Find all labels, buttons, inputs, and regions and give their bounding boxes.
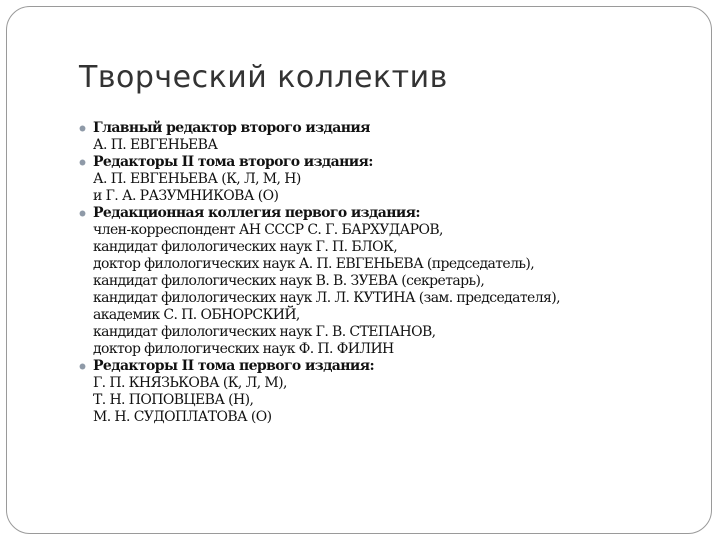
- list-item-line: академик С. П. ОБНОРСКИЙ,: [93, 307, 300, 323]
- list-item: [79, 120, 709, 154]
- list-item: [79, 154, 709, 205]
- list-item-line: Т. Н. ПОПОВЦЕВА (Н),: [93, 392, 254, 408]
- list-item-line: М. Н. СУДОПЛАТОВА (О): [93, 409, 272, 425]
- list-item-heading: Редакторы II тома второго издания:: [93, 154, 373, 170]
- list-item-line: доктор филологических наук Ф. П. ФИЛИН: [93, 341, 394, 357]
- list-item-heading: Редакционная коллегия первого издания:: [93, 205, 420, 221]
- content-list: [79, 120, 709, 426]
- bullet-icon: [79, 125, 86, 132]
- bullet-icon: [79, 363, 86, 370]
- list-item-heading: Редакторы II тома первого издания:: [93, 358, 375, 374]
- list-item-line: и Г. А. РАЗУМНИКОВА (О): [93, 188, 279, 204]
- bullet-icon: [79, 159, 86, 166]
- list-item-line: доктор филологических наук А. П. ЕВГЕНЬЕВА (председатель),: [93, 256, 535, 272]
- list-item-line: кандидат филологических наук Г. П. БЛОК,: [93, 239, 398, 255]
- list-item-line: кандидат филологических наук В. В. ЗУЕВА (секретарь),: [93, 273, 485, 289]
- slide-title: Творческий коллектив: [79, 60, 448, 95]
- list-item: [79, 205, 709, 358]
- bullet-icon: [79, 210, 86, 217]
- list-item-line: член-корреспондент АН СССР С. Г. БАРХУДАРОВ,: [93, 222, 443, 238]
- slide: [6, 6, 712, 534]
- list-item: [79, 358, 709, 426]
- list-item-line: А. П. ЕВГЕНЬЕВА: [93, 137, 218, 153]
- list-item-heading: Главный редактор второго издания: [93, 120, 370, 136]
- list-item-line: А. П. ЕВГЕНЬЕВА (К, Л, М, Н): [93, 171, 301, 187]
- list-item-line: Г. П. КНЯЗЬКОВА (К, Л, М),: [93, 375, 287, 391]
- list-item-line: кандидат филологических наук Г. В. СТЕПАНОВ,: [93, 324, 436, 340]
- list-item-line: кандидат филологических наук Л. Л. КУТИНА (зам. председателя),: [93, 290, 560, 306]
